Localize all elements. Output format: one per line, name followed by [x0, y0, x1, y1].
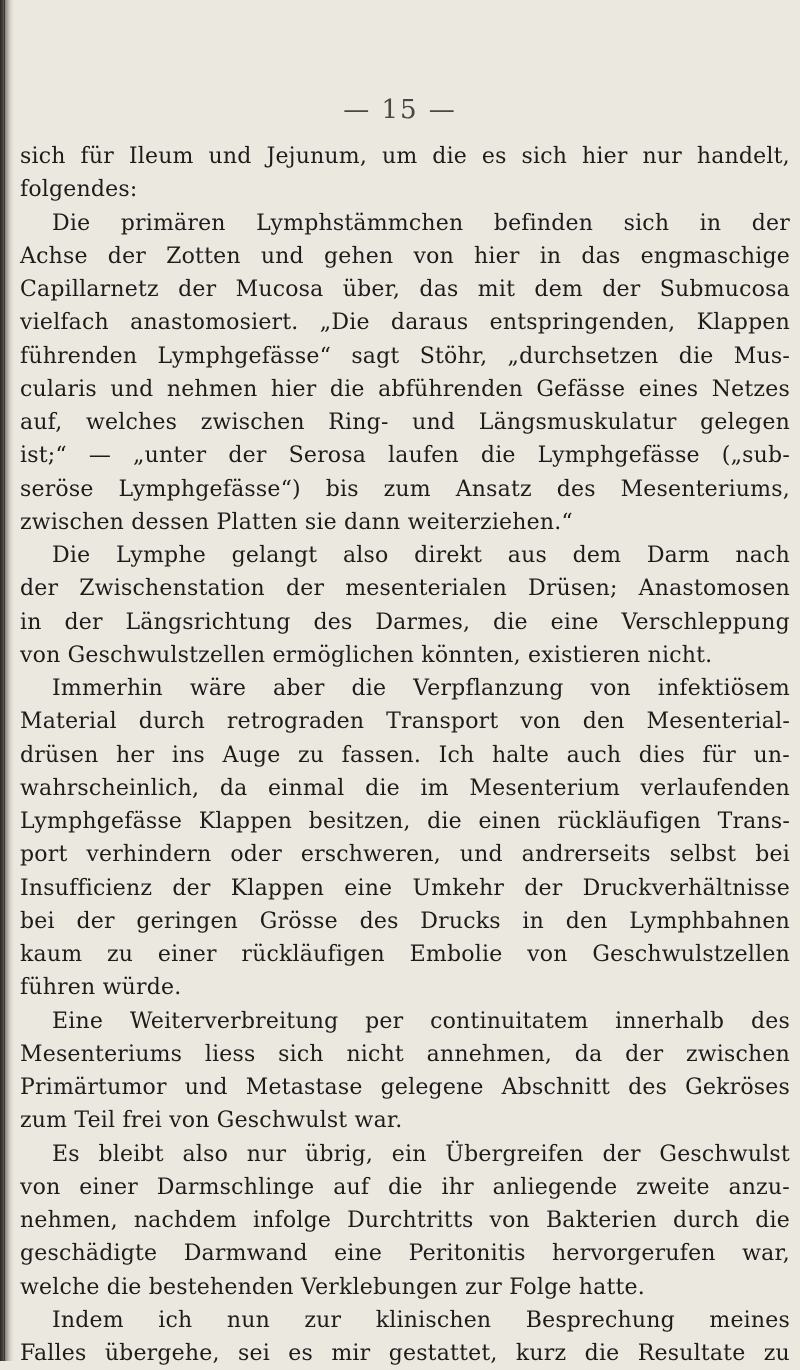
text-line: Achse der Zotten und gehen von hier in das engmaschige [20, 243, 790, 269]
text-line: führenden Lymphgefässe“ sagt Stöhr, „durchsetzen die Mus- [20, 343, 790, 369]
text-line: bei der geringen Grösse des Drucks in den Lymphbahnen [20, 908, 790, 934]
text-line: Capillarnetz der Mucosa über, das mit dem der Submucosa [20, 277, 790, 302]
text-line: Eine Weiterverbreitung per continuitatem innerhalb des [52, 1008, 790, 1034]
text-line: Falles übergehe, sei es mir gestattet, kurz die Resultate zu [20, 1341, 790, 1366]
text-line: von einer Darmschlinge auf die ihr anliegende zweite anzu- [20, 1174, 790, 1200]
text-line: Insufficienz der Klappen eine Umkehr der Druckverhältnisse [20, 875, 790, 901]
text-line: in der Längsrichtung des Darmes, die eine Verschleppung [20, 609, 790, 635]
text-line: seröse Lymphgefässe“) bis zum Ansatz des Mesenteriums, [20, 476, 790, 502]
text-line: Es bleibt also nur übrig, ein Übergreifen der Geschwulst [52, 1141, 790, 1167]
text-line: nehmen, nachdem infolge Durchtritts von Bakterien durch die [20, 1208, 790, 1233]
text-line: der Zwischenstation der mesenterialen Drüsen; Anastomosen [20, 576, 790, 602]
page-number: — 15 — [343, 95, 457, 125]
text-line: von Geschwulstzellen ermöglichen könnten, existieren nicht. [20, 642, 713, 668]
text-line: geschädigte Darmwand eine Peritonitis hervorgerufen war, [20, 1241, 790, 1267]
text-line: Mesenteriums liess sich nicht annehmen, da der zwischen [20, 1041, 790, 1067]
page-binding-line [4, 0, 5, 1361]
text-line: Lymphgefässe Klappen besitzen, die einen rückläufigen Trans- [20, 809, 790, 834]
text-line: Die primären Lymphstämmchen befinden sich in der [52, 210, 790, 236]
text-line: Die Lymphe gelangt also direkt aus dem Darm nach [52, 543, 790, 568]
text-line: Primärtumor und Metastase gelegene Abschnitt des Gekröses [20, 1075, 790, 1100]
text-line: port verhindern oder erschweren, und andrerseits selbst bei [20, 842, 790, 868]
text-line: führen würde. [20, 975, 182, 1001]
text-line: ist;“ — „unter der Serosa laufen die Lymphgefässe („sub- [20, 443, 790, 469]
page-binding-edge [0, 0, 14, 1361]
text-line: Material durch retrograden Transport von den Mesenterial- [20, 709, 790, 735]
text-line: wahrscheinlich, da einmal die im Mesenterium verlaufenden [20, 775, 790, 801]
text-line: folgendes: [20, 177, 138, 203]
text-line: kaum zu einer rückläufigen Embolie von Geschwulstzellen [20, 942, 790, 967]
text-line: Immerhin wäre aber die Verpflanzung von infektiösem [52, 676, 790, 701]
text-line: drüsen her ins Auge zu fassen. Ich halte auch dies für un- [20, 742, 790, 768]
body-text [20, 140, 790, 1370]
text-line: vielfach anastomosiert. „Die daraus entspringenden, Klappen [20, 310, 790, 336]
text-line: welche die bestehenden Verklebungen zur Folge hatte. [20, 1274, 645, 1300]
text-line: auf, welches zwischen Ring- und Längsmuskulatur gelegen [20, 410, 790, 435]
text-line: Indem ich nun zur klinischen Besprechung meines [52, 1307, 790, 1333]
text-line: zwischen dessen Platten sie dann weiterziehen.“ [20, 509, 573, 535]
text-line: zum Teil frei von Geschwulst war. [20, 1108, 403, 1134]
text-line: sich für Ileum und Jejunum, um die es sich hier nur handelt, [20, 144, 790, 169]
text-line: cularis und nehmen hier die abführenden Gefässe eines Netzes [20, 376, 790, 402]
